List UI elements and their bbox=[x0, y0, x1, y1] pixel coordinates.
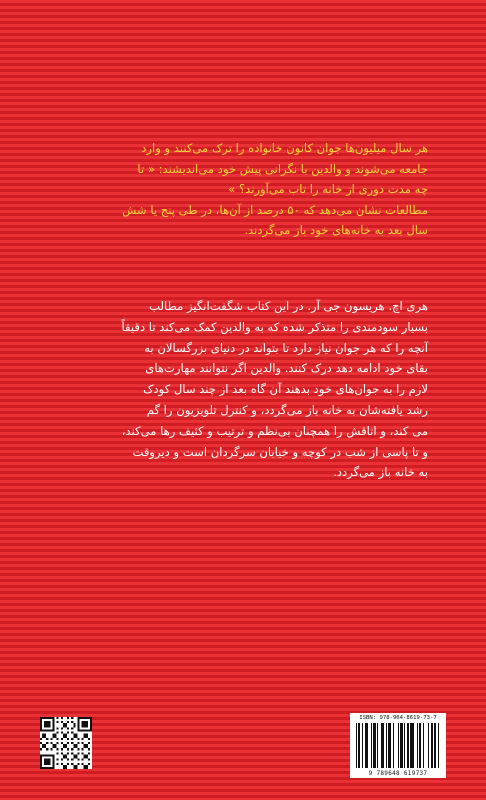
qr-module bbox=[40, 727, 42, 729]
qr-module bbox=[42, 754, 44, 756]
qr-module bbox=[48, 725, 50, 727]
qr-module bbox=[84, 765, 86, 767]
qr-module bbox=[77, 719, 79, 721]
barcode-bar bbox=[419, 723, 421, 768]
qr-module bbox=[50, 754, 52, 756]
qr-module bbox=[84, 729, 86, 731]
qr-module bbox=[46, 725, 48, 727]
qr-module bbox=[82, 738, 84, 740]
qr-module bbox=[48, 723, 50, 725]
qr-module bbox=[52, 729, 54, 731]
qr-module bbox=[84, 746, 86, 748]
qr-module bbox=[67, 752, 69, 754]
qr-module bbox=[40, 759, 42, 761]
barcode-bar bbox=[371, 723, 372, 768]
qr-module bbox=[88, 729, 90, 731]
qr-module bbox=[75, 765, 77, 767]
qr-module bbox=[48, 721, 50, 723]
qr-module bbox=[61, 721, 63, 723]
body-line: بقای خود ادامه دهد درک کنند. والدین اگر نتوانند مهارت‌های bbox=[145, 361, 428, 376]
qr-module bbox=[84, 757, 86, 759]
qr-module bbox=[67, 721, 69, 723]
qr-module bbox=[50, 729, 52, 731]
qr-module bbox=[52, 727, 54, 729]
qr-module bbox=[42, 746, 44, 748]
qr-module bbox=[63, 725, 65, 727]
qr-module bbox=[67, 717, 69, 719]
qr-module bbox=[61, 717, 63, 719]
qr-module bbox=[52, 757, 54, 759]
intro-paragraph bbox=[68, 138, 428, 241]
qr-module bbox=[61, 759, 63, 761]
qr-module bbox=[46, 759, 48, 761]
qr-module bbox=[73, 767, 75, 769]
qr-module bbox=[40, 738, 42, 740]
qr-module bbox=[82, 748, 84, 750]
qr-module bbox=[71, 732, 73, 734]
qr-module bbox=[86, 723, 88, 725]
qr-module bbox=[40, 757, 42, 759]
qr-module bbox=[67, 763, 69, 765]
qr-module bbox=[57, 763, 59, 765]
qr-module bbox=[73, 734, 75, 736]
qr-module bbox=[75, 736, 77, 738]
qr-module bbox=[90, 721, 92, 723]
qr-module bbox=[50, 767, 52, 769]
qr-module bbox=[86, 721, 88, 723]
barcode-bar bbox=[428, 723, 429, 768]
qr-module bbox=[73, 754, 75, 756]
qr-module bbox=[48, 729, 50, 731]
qr-module bbox=[80, 729, 82, 731]
qr-module bbox=[65, 744, 67, 746]
barcode-bar bbox=[386, 723, 387, 768]
qr-module bbox=[77, 727, 79, 729]
qr-module bbox=[65, 736, 67, 738]
qr-module bbox=[82, 717, 84, 719]
qr-module bbox=[48, 759, 50, 761]
barcode-bar bbox=[381, 723, 385, 768]
qr-module bbox=[40, 754, 42, 756]
qr-module bbox=[44, 754, 46, 756]
qr-module bbox=[40, 717, 42, 719]
qr-module bbox=[73, 765, 75, 767]
qr-module bbox=[71, 721, 73, 723]
qr-module bbox=[82, 729, 84, 731]
qr-module bbox=[65, 765, 67, 767]
qr-module bbox=[65, 754, 67, 756]
qr-module bbox=[86, 725, 88, 727]
qr-module bbox=[52, 723, 54, 725]
body-line: و تا پاسی از شب در کوچه و خیابان سرگردان است و دیروقت bbox=[132, 444, 428, 459]
qr-module bbox=[88, 759, 90, 761]
qr-module bbox=[77, 723, 79, 725]
qr-module bbox=[90, 729, 92, 731]
qr-module bbox=[40, 742, 42, 744]
qr-module bbox=[75, 746, 77, 748]
qr-module bbox=[61, 738, 63, 740]
barcode-bar bbox=[434, 723, 436, 768]
qr-module bbox=[63, 723, 65, 725]
qr-module bbox=[67, 759, 69, 761]
qr-module bbox=[52, 763, 54, 765]
qr-module bbox=[42, 717, 44, 719]
qr-module bbox=[77, 738, 79, 740]
barcode-bar bbox=[398, 723, 399, 768]
body-line: هری اچ. هریسون جی آر. در این کتاب شگفت‌انگیز مطالب bbox=[149, 299, 428, 313]
qr-module bbox=[44, 761, 46, 763]
qr-module bbox=[75, 767, 77, 769]
qr-module bbox=[48, 767, 50, 769]
qr-module bbox=[40, 721, 42, 723]
qr-module bbox=[63, 744, 65, 746]
qr-module bbox=[65, 757, 67, 759]
qr-module bbox=[52, 717, 54, 719]
qr-module bbox=[67, 727, 69, 729]
barcode-bar bbox=[438, 723, 439, 768]
qr-module bbox=[75, 754, 77, 756]
qr-module bbox=[44, 736, 46, 738]
intro-line: سال بعد به خانه‌های خود باز می‌گردند. bbox=[244, 223, 428, 238]
qr-module bbox=[48, 717, 50, 719]
qr-module bbox=[52, 746, 54, 748]
qr-module bbox=[61, 748, 63, 750]
intro-line: جامعه می‌شوند و والدین با نگرانی پیش خود می‌اندیشند: « تا bbox=[137, 161, 428, 176]
qr-module bbox=[40, 767, 42, 769]
qr-module bbox=[42, 736, 44, 738]
qr-module bbox=[57, 748, 59, 750]
qr-module bbox=[86, 736, 88, 738]
qr-module bbox=[65, 725, 67, 727]
qr-module bbox=[86, 729, 88, 731]
qr-module bbox=[71, 748, 73, 750]
qr-module bbox=[73, 723, 75, 725]
qr-module bbox=[86, 765, 88, 767]
qr-module bbox=[67, 732, 69, 734]
qr-module bbox=[40, 719, 42, 721]
qr-module bbox=[42, 744, 44, 746]
qr-module bbox=[63, 746, 65, 748]
qr-module bbox=[80, 717, 82, 719]
qr-module bbox=[46, 723, 48, 725]
qr-module bbox=[75, 744, 77, 746]
qr-module bbox=[88, 763, 90, 765]
qr-module bbox=[84, 767, 86, 769]
qr-module bbox=[73, 744, 75, 746]
barcode-bar bbox=[365, 723, 369, 768]
qr-module bbox=[63, 736, 65, 738]
qr-module bbox=[63, 754, 65, 756]
qr-module bbox=[44, 729, 46, 731]
qr-module bbox=[82, 725, 84, 727]
qr-module bbox=[86, 757, 88, 759]
qr-module bbox=[77, 752, 79, 754]
qr-module bbox=[71, 717, 73, 719]
qr-module bbox=[88, 752, 90, 754]
qr-module bbox=[57, 727, 59, 729]
qr-module bbox=[73, 725, 75, 727]
qr-module bbox=[86, 734, 88, 736]
barcode-bar bbox=[404, 723, 405, 768]
qr-module bbox=[52, 767, 54, 769]
qr-module bbox=[61, 763, 63, 765]
qr-module bbox=[48, 754, 50, 756]
barcode-bar bbox=[417, 723, 418, 768]
qr-module bbox=[82, 742, 84, 744]
qr-module bbox=[65, 723, 67, 725]
qr-module bbox=[52, 744, 54, 746]
qr-module bbox=[48, 761, 50, 763]
qr-module bbox=[77, 729, 79, 731]
qr-module bbox=[77, 759, 79, 761]
qr-module bbox=[46, 767, 48, 769]
qr-module bbox=[77, 725, 79, 727]
qr-module bbox=[86, 754, 88, 756]
barcode-bar bbox=[410, 723, 414, 768]
qr-module bbox=[52, 759, 54, 761]
qr-module bbox=[57, 717, 59, 719]
qr-module bbox=[63, 757, 65, 759]
qr-module bbox=[82, 752, 84, 754]
qr-module bbox=[42, 767, 44, 769]
qr-module bbox=[71, 759, 73, 761]
qr-module bbox=[52, 719, 54, 721]
qr-module bbox=[44, 721, 46, 723]
body-line: می کند، و اتاقش را همچنان بی‌نظم و ترتیب و کثیف رها می‌کند، bbox=[121, 423, 428, 438]
qr-module bbox=[52, 765, 54, 767]
qr-module bbox=[44, 767, 46, 769]
barcode-bar bbox=[407, 723, 409, 768]
qr-module bbox=[57, 738, 59, 740]
qr-module bbox=[40, 725, 42, 727]
qr-module bbox=[67, 742, 69, 744]
barcode-bar bbox=[423, 723, 424, 768]
qr-module bbox=[57, 759, 59, 761]
barcode-bar bbox=[400, 723, 402, 768]
intro-line: هر سال میلیون‌ها جوان کانون خانواده را ترک می‌کنند و وارد bbox=[141, 141, 428, 155]
qr-module bbox=[77, 763, 79, 765]
qr-module bbox=[52, 734, 54, 736]
body-line: لازم را به جوان‌های خود بدهند آن گاه بعد از چند سال کودک bbox=[143, 382, 428, 397]
qr-module bbox=[82, 721, 84, 723]
qr-module bbox=[55, 734, 57, 736]
qr-module bbox=[40, 763, 42, 765]
qr-module bbox=[82, 723, 84, 725]
barcode-bar bbox=[388, 723, 390, 768]
qr-module bbox=[67, 738, 69, 740]
qr-module bbox=[84, 717, 86, 719]
qr-module bbox=[77, 717, 79, 719]
barcode-bar bbox=[358, 723, 359, 768]
barcode-bar bbox=[373, 723, 375, 768]
qr-module bbox=[63, 765, 65, 767]
body-line: به خانه باز می‌گردد. bbox=[333, 465, 428, 480]
qr-module bbox=[61, 732, 63, 734]
qr-module bbox=[84, 721, 86, 723]
qr-module bbox=[84, 723, 86, 725]
isbn-label: ISBN: 978-964-8619-73-7 bbox=[359, 715, 437, 721]
qr-module bbox=[44, 717, 46, 719]
qr-module bbox=[65, 734, 67, 736]
qr-module bbox=[44, 723, 46, 725]
qr-module bbox=[63, 734, 65, 736]
qr-module bbox=[44, 744, 46, 746]
qr-module bbox=[52, 736, 54, 738]
qr-module bbox=[84, 754, 86, 756]
body-line: آنچه را که هر جوان نیاز دارد تا بتواند در دنیای بزرگسالان به bbox=[144, 340, 428, 355]
qr-module bbox=[71, 727, 73, 729]
qr-module bbox=[46, 742, 48, 744]
body-line: رشد یافته‌شان به خانه باز می‌گردد، و کنترل تلویزیون را گم bbox=[146, 402, 428, 417]
qr-code-graphic bbox=[40, 717, 92, 769]
qr-module bbox=[77, 721, 79, 723]
qr-module bbox=[55, 746, 57, 748]
qr-module bbox=[44, 725, 46, 727]
qr-module bbox=[90, 727, 92, 729]
qr-module bbox=[57, 732, 59, 734]
qr-module bbox=[50, 717, 52, 719]
qr-module bbox=[40, 729, 42, 731]
barcode-bar bbox=[431, 723, 432, 768]
qr-module bbox=[88, 717, 90, 719]
qr-module bbox=[73, 736, 75, 738]
qr-module bbox=[61, 752, 63, 754]
qr-module bbox=[46, 748, 48, 750]
qr-module bbox=[42, 734, 44, 736]
qr-module bbox=[57, 742, 59, 744]
qr-module bbox=[50, 738, 52, 740]
qr-module bbox=[84, 744, 86, 746]
qr-code-icon bbox=[40, 717, 92, 769]
qr-module bbox=[42, 729, 44, 731]
qr-module bbox=[88, 748, 90, 750]
qr-module bbox=[52, 761, 54, 763]
qr-module bbox=[86, 767, 88, 769]
qr-module bbox=[82, 759, 84, 761]
barcode-bar bbox=[393, 723, 394, 768]
qr-module bbox=[40, 748, 42, 750]
qr-module bbox=[73, 757, 75, 759]
qr-module bbox=[77, 748, 79, 750]
qr-module bbox=[77, 742, 79, 744]
qr-module bbox=[71, 752, 73, 754]
barcode-digits: 9 789648 619737 bbox=[368, 770, 428, 777]
qr-module bbox=[46, 754, 48, 756]
qr-module bbox=[75, 757, 77, 759]
qr-module bbox=[88, 738, 90, 740]
qr-module bbox=[71, 738, 73, 740]
barcode-bar bbox=[377, 723, 378, 768]
qr-module bbox=[75, 734, 77, 736]
qr-module bbox=[86, 744, 88, 746]
qr-module bbox=[46, 721, 48, 723]
qr-module bbox=[73, 746, 75, 748]
qr-module bbox=[90, 719, 92, 721]
qr-module bbox=[71, 742, 73, 744]
qr-module bbox=[40, 765, 42, 767]
qr-module bbox=[46, 761, 48, 763]
qr-module bbox=[61, 742, 63, 744]
qr-module bbox=[52, 754, 54, 756]
qr-module bbox=[52, 721, 54, 723]
qr-module bbox=[61, 727, 63, 729]
qr-module bbox=[50, 742, 52, 744]
barcode-bars bbox=[356, 723, 440, 768]
qr-module bbox=[88, 742, 90, 744]
qr-module bbox=[57, 721, 59, 723]
qr-module bbox=[48, 763, 50, 765]
qr-module bbox=[90, 717, 92, 719]
qr-module bbox=[63, 767, 65, 769]
description-paragraph bbox=[68, 296, 428, 483]
qr-module bbox=[40, 723, 42, 725]
qr-module bbox=[57, 752, 59, 754]
qr-module bbox=[46, 729, 48, 731]
qr-module bbox=[46, 717, 48, 719]
qr-module bbox=[84, 725, 86, 727]
qr-module bbox=[86, 717, 88, 719]
qr-module bbox=[65, 746, 67, 748]
qr-module bbox=[44, 746, 46, 748]
qr-module bbox=[46, 763, 48, 765]
qr-module bbox=[55, 736, 57, 738]
qr-module bbox=[52, 725, 54, 727]
qr-module bbox=[46, 738, 48, 740]
qr-module bbox=[90, 725, 92, 727]
qr-module bbox=[84, 736, 86, 738]
intro-line: چه مدت دوری از خانه را تاب می‌آورند؟ » bbox=[228, 182, 428, 197]
isbn-barcode bbox=[350, 713, 446, 778]
qr-module bbox=[65, 767, 67, 769]
qr-module bbox=[90, 723, 92, 725]
barcode-bar bbox=[356, 723, 357, 768]
barcode-bar bbox=[362, 723, 363, 768]
qr-module bbox=[40, 761, 42, 763]
body-line: بسیار سودمندی را متذکر شده که به والدین کمک می‌کند تا دقیقاً bbox=[121, 319, 428, 334]
qr-module bbox=[67, 748, 69, 750]
qr-module bbox=[82, 763, 84, 765]
qr-module bbox=[84, 734, 86, 736]
qr-module bbox=[50, 748, 52, 750]
intro-line: مطالعات نشان می‌دهد که ۵۰ درصد از آن‌ها، در طی پنج یا شش bbox=[122, 202, 428, 217]
qr-module bbox=[44, 759, 46, 761]
qr-module bbox=[71, 763, 73, 765]
qr-module bbox=[86, 746, 88, 748]
qr-module bbox=[44, 763, 46, 765]
qr-module bbox=[55, 744, 57, 746]
qr-module bbox=[44, 734, 46, 736]
